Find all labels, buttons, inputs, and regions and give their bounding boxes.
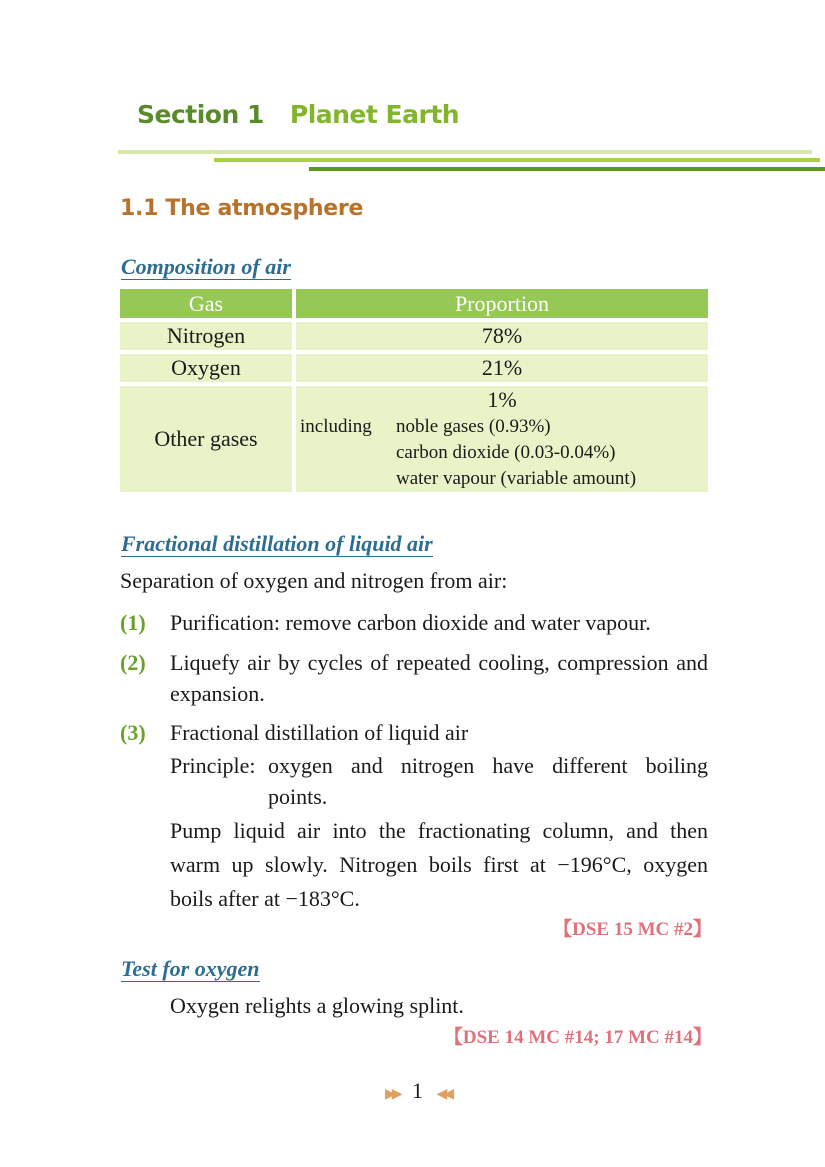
double-arrow-left-icon: ◀◀ bbox=[436, 1087, 451, 1102]
proportion-cell: 21% bbox=[296, 354, 708, 382]
decorative-line bbox=[214, 158, 820, 162]
step-text: Fractional distillation of liquid air bbox=[170, 720, 469, 745]
step-text: Liquefy air by cycles of repeated cooling, compression and expansion. bbox=[170, 650, 708, 706]
test-text: Oxygen relights a glowing splint. bbox=[170, 993, 464, 1018]
page-number: 1 bbox=[412, 1078, 424, 1103]
header-proportion: Proportion bbox=[296, 289, 708, 318]
exam-reference: 【DSE 15 MC #2】 bbox=[553, 919, 712, 940]
composition-heading: Composition of air bbox=[121, 254, 291, 279]
component-item: carbon dioxide (0.03-0.04%) bbox=[396, 442, 616, 463]
page-footer bbox=[385, 1078, 450, 1104]
principle-label: Principle: bbox=[170, 753, 256, 778]
step-text: Purification: remove carbon dioxide and water vapour. bbox=[170, 610, 651, 635]
table-row bbox=[120, 354, 708, 382]
exam-reference: 【DSE 14 MC #14; 17 MC #14】 bbox=[443, 1027, 712, 1048]
gas-cell: Oxygen bbox=[120, 354, 292, 382]
gas-cell: Other gases bbox=[120, 386, 292, 492]
proportion-cell: 78% bbox=[296, 322, 708, 350]
header-gas: Gas bbox=[120, 289, 292, 318]
subsection-title: 1.1 The atmosphere bbox=[120, 196, 364, 221]
step-number: (3) bbox=[120, 720, 146, 745]
principle bbox=[170, 750, 708, 812]
gas-cell: Nitrogen bbox=[120, 322, 292, 350]
principle-text: oxygen and nitrogen have different boiling points. bbox=[268, 753, 708, 809]
step-number: (2) bbox=[120, 650, 146, 675]
table-row bbox=[120, 386, 708, 492]
proportion-value: 1% bbox=[487, 387, 517, 412]
distillation-detail: Pump liquid air into the fractionating column, and then warm up slowly. Nitrogen boils first at −196°C, oxygen boils after at −183°C. bbox=[170, 818, 708, 911]
section-number: Section 1 bbox=[137, 100, 264, 129]
table-row bbox=[120, 322, 708, 350]
component-item: water vapour (variable amount) bbox=[396, 468, 637, 489]
double-arrow-right-icon: ▶▶ bbox=[385, 1087, 399, 1102]
decorative-line bbox=[309, 167, 825, 171]
distillation-heading: Fractional distillation of liquid air bbox=[121, 531, 433, 556]
section-name: Planet Earth bbox=[289, 100, 460, 129]
including-label: including bbox=[300, 416, 372, 437]
decorative-line bbox=[118, 150, 812, 154]
distillation-intro: Separation of oxygen and nitrogen from air: bbox=[120, 568, 508, 593]
composition-table bbox=[116, 285, 712, 496]
proportion-cell bbox=[296, 386, 708, 492]
component-item: noble gases (0.93%) bbox=[396, 416, 551, 437]
step-number: (1) bbox=[120, 610, 146, 635]
test-heading: Test for oxygen bbox=[121, 956, 260, 981]
section-title bbox=[137, 100, 459, 129]
